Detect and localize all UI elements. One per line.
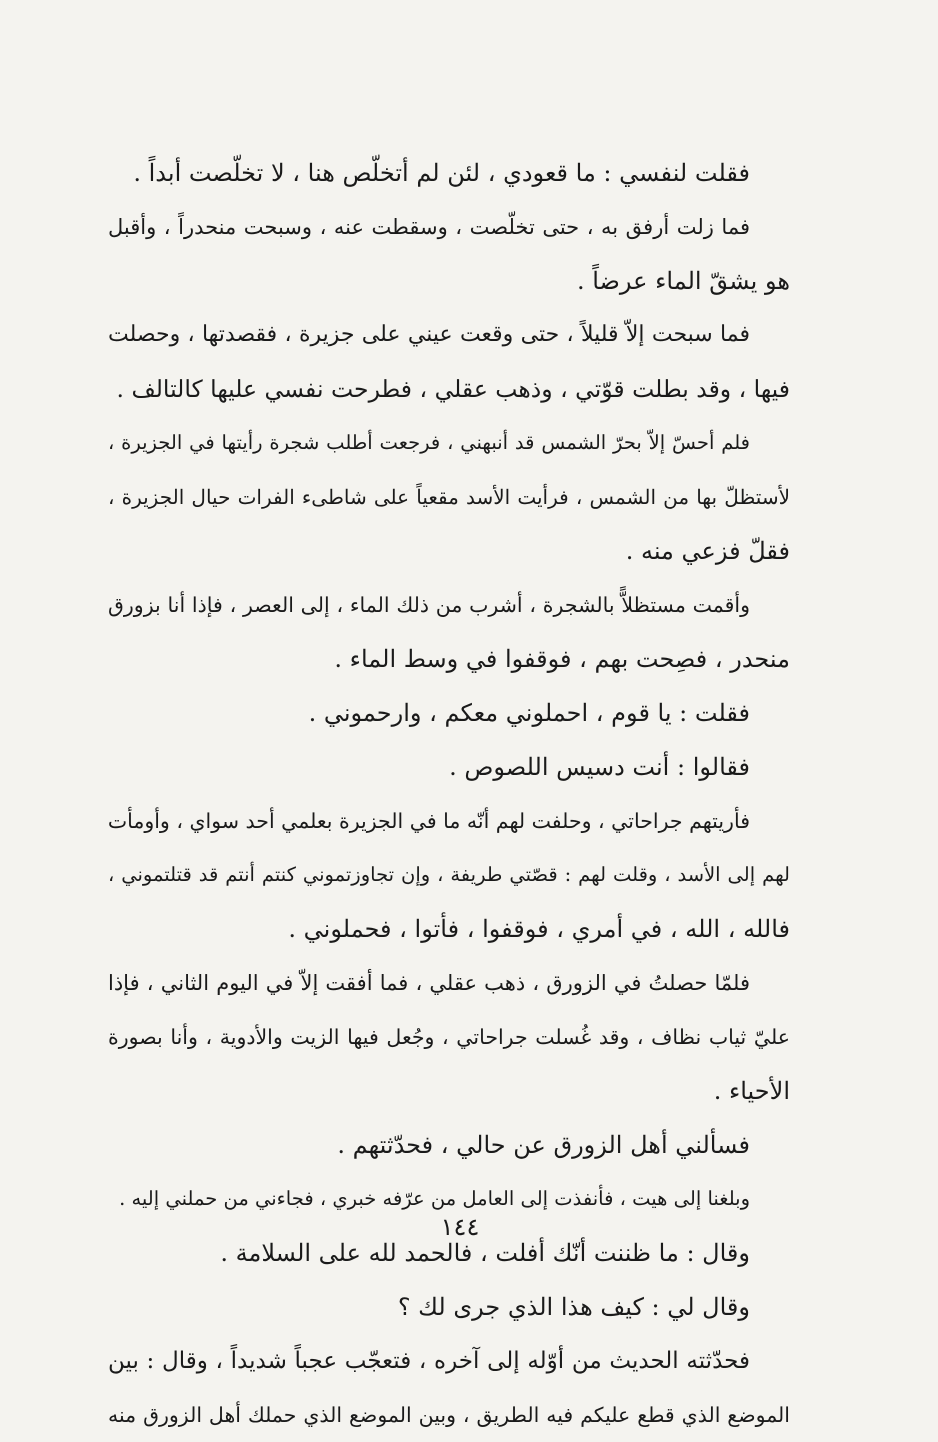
text-line: فقالوا : أنت دسيس اللصوص . [449,753,750,781]
text-line: فقلّ فزعي منه . [625,537,790,565]
text-line: فقلت : يا قوم ، احملوني معكم ، وارحموني . [308,699,750,727]
page-number: ١٤٤ [440,1213,480,1241]
text-line: الأحياء . [713,1077,790,1105]
text-line: الموضع الذي قطع عليكم فيه الطريق ، وبين الموضع الذي حملك أهل الزورق منه [108,1403,790,1427]
text-line: فأريتهم جراحاتي ، وحلفت لهم أنّه ما في الجزيرة بعلمي أحد سواي ، وأومأت [108,809,750,833]
text-line: وقال لي : كيف هذا الذي جرى لك ؟ [397,1293,750,1321]
text-line: منحدر ، فصِحت بهم ، فوقفوا في وسط الماء . [334,645,790,673]
text-line: فما سبحت إلاّ قليلاً ، حتى وقعت عيني على جزيرة ، فقصدتها ، وحصلت [108,322,750,347]
text-line: فالله ، الله ، في أمري ، فوقفوا ، فأتوا ، فحملوني . [288,915,790,943]
text-line: فلم أحسّ إلاّ بحرّ الشمس قد أنبهني ، فرجعت أطلب شجرة رأيتها في الجزيرة ، [108,431,750,454]
text-line: هو يشقّ الماء عرضاً . [576,267,790,295]
text-line: فلمّا حصلتُ في الزورق ، ذهب عقلي ، فما أفقت إلاّ في اليوم الثاني ، فإذا [108,971,750,995]
text-line: فما زلت أرفق به ، حتى تخلّصت ، وسقطت عنه ، وسبحت منحدراً ، وأقبل [108,215,750,239]
text-line: لهم إلى الأسد ، وقلت لهم : قصّتي طريفة ، وإن تجاوزتموني كنتم أنتم قد قتلتموني ، [108,863,790,886]
text-line: فيها ، وقد بطلت قوّتي ، وذهب عقلي ، فطرحت نفسي عليها كالتالف . [116,375,790,403]
text-line: وأقمت مستظلاًّ بالشجرة ، أشرب من ذلك الماء ، إلى العصر ، فإذا أنا بزورق [108,593,750,617]
text-line: فقلت لنفسي : ما قعودي ، لئن لم أتخلّص هنا ، لا تخلّصت أبداً . [133,159,750,187]
body-text [108,146,790,1442]
text-line: وبلغنا إلى هيت ، فأنفذت إلى العامل من عرّفه خبري ، فجاءني من حملني إليه . [119,1187,750,1210]
text-line: لأستظلّ بها من الشمس ، فرأيت الأسد مقعياً على شاطىء الفرات حيال الجزيرة ، [108,485,790,509]
text-line: عليّ ثياب نظاف ، وقد غُسلت جراحاتي ، وجُعل فيها الزيت والأدوية ، وأنا بصورة [108,1025,790,1049]
text-line: فسألني أهل الزورق عن حالي ، فحدّثتهم . [337,1131,750,1159]
text-line: وقال : ما ظننت أنّك أفلت ، فالحمد لله على السلامة . [220,1239,750,1267]
text-line: فحدّثته الحديث من أوّله إلى آخره ، فتعجّب عجباً شديداً ، وقال : بين [108,1348,750,1374]
